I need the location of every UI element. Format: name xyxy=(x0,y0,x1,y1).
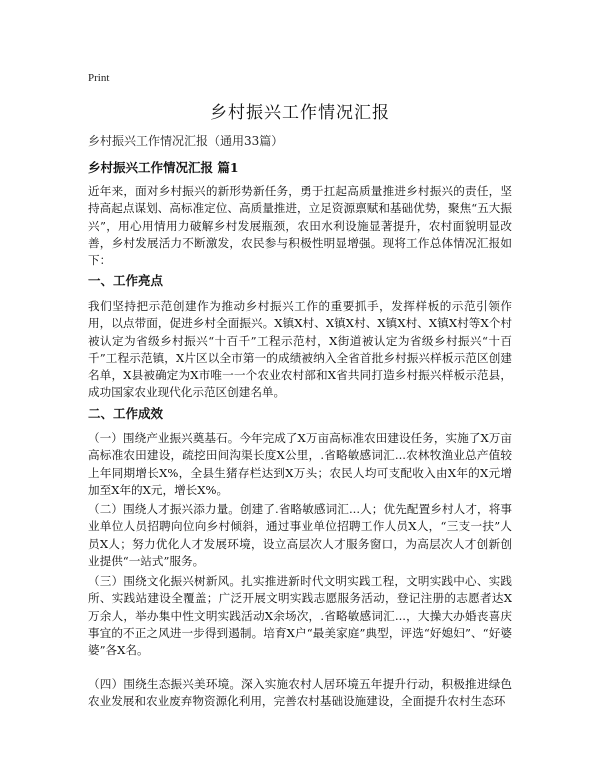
point3-paragraph: （三）围绕文化振兴树新风。扎实推进新时代文明实践工程，文明实践中心、实践所、实践站建设全覆盖；广泛开展文明实践志愿服务活动，登记注册的志愿者达X万余人，举办集中性文明实践活动X余场次，.省略敏感词汇...，大操大办婚丧喜庆事宜的不正之风进一步得到遏制。培育X户“最美家庭”典型，评选“好媳妇”、“好婆婆”各X名。 xyxy=(88,574,512,658)
print-label[interactable]: Print xyxy=(88,72,110,84)
intro-paragraph: 近年来，面对乡村振兴的新形势新任务，勇于扛起高质量推进乡村振兴的责任，坚持高起点谋划、高标准定位、高质量推进，立足资源禀赋和基础优势，聚焦“五大振兴”，用心用情用力破解乡村发展瓶颈，农田水利设施显著提升，农村面貌明显改善，乡村发展活力不断激发，农民参与积极性明显增强。现将工作总体情况汇报如下： xyxy=(88,184,512,268)
document-title: 乡村振兴工作情况汇报 xyxy=(210,103,390,123)
document-subtitle: 乡村振兴工作情况汇报（通用33篇） xyxy=(88,134,284,148)
section1-heading: 一、工作亮点 xyxy=(88,273,164,288)
section2-heading: 二、工作成效 xyxy=(88,406,164,421)
point2-paragraph: （二）围绕人才振兴添力量。创建了.省略敏感词汇...人；优先配置乡村人才，将事业单位人员招聘向位向乡村倾斜，通过事业单位招聘工作人员X人，“三支一扶”人员X人；努力优化人才发展环境，设立高层次人才服务窗口，为高层次人才创新创业提供“一站式”服务。 xyxy=(88,502,512,568)
section1-paragraph: 我们坚持把示范创建作为推动乡村振兴工作的重要抓手，发挥样板的示范引领作用，以点带面，促进乡村全面振兴。X镇X村、X镇X村、X镇X村、X镇X村等X个村被认定为省级乡村振兴“十百千”工程示范村，X街道被认定为省级乡村振兴“十百千”工程示范镇，X片区以全市第一的成绩被纳入全省首批乡村振兴样板示范区创建名单，X县被确定为X市唯一一个农业农村部和X省共同打造乡村振兴样板示范县，成功国家农业现代化示范区创建名单。 xyxy=(88,299,512,400)
point1-paragraph: （一）围绕产业振兴奠基石。今年完成了X万亩高标准农田建设任务，实施了X万亩高标准农田建设，疏挖田间沟渠长度X公里，.省略敏感词汇...农林牧渔业总产值较上年同期增长X%，全县生猪存栏达到X万头；农民人均可支配收入由X年的X元增加至X年的X元，增长X%。 xyxy=(88,431,512,497)
point4-paragraph: （四）围绕生态振兴美环境。深入实施农村人居环境五年提升行动，积极推进绿色农业发展和农业废弃物资源化利用，完善农村基础设施建设，全面提升农村生态环 xyxy=(88,677,512,709)
article-heading: 乡村振兴工作情况汇报 篇1 xyxy=(88,160,239,175)
